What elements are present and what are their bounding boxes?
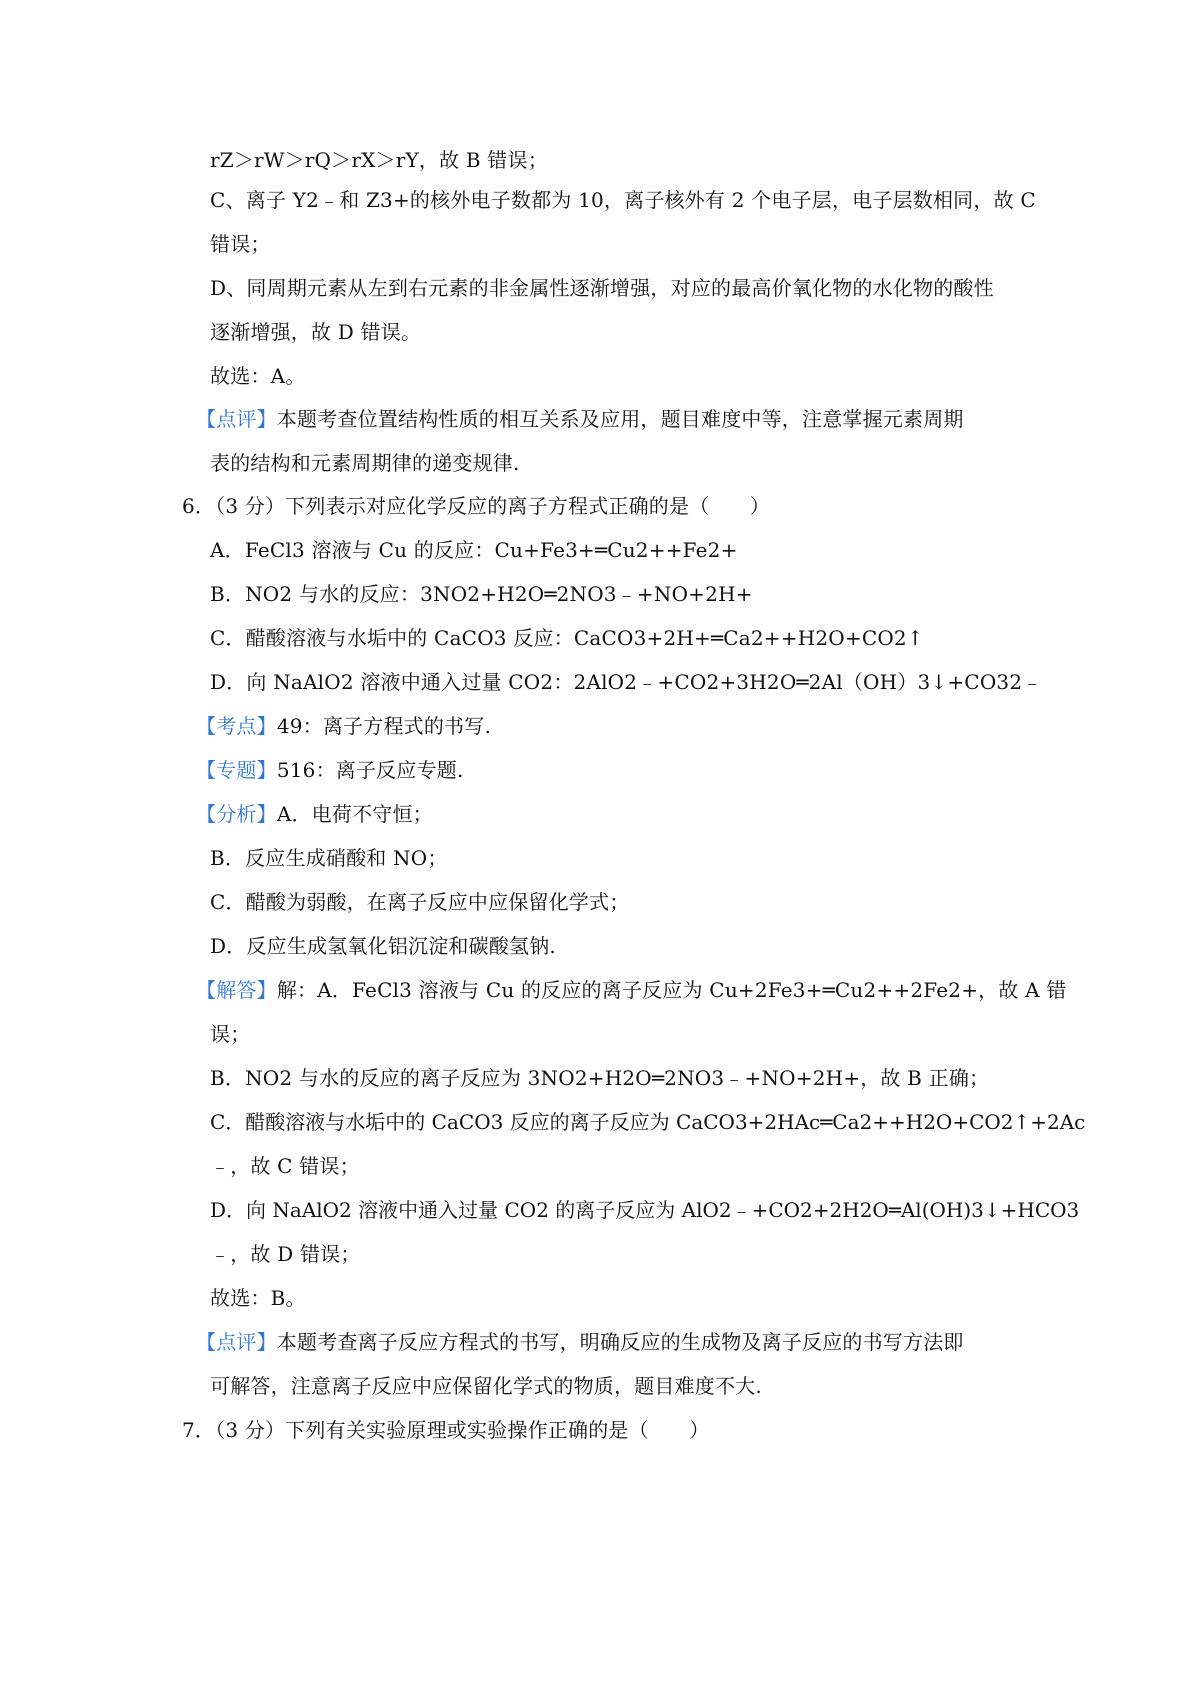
zhuanti-text: 516：离子反应专题. [276, 758, 464, 782]
jieda-tag: 【解答】 [196, 978, 277, 1002]
q6-review-line2: 可解答，注意离子反应中应保留化学式的物质，题目难度不大. [210, 1374, 762, 1398]
kaodian-text: 49：离子方程式的书写. [276, 714, 492, 738]
question-6-stem: 6．（3 分）下列表示对应化学反应的离子方程式正确的是（ ） [182, 494, 771, 518]
q6-jieda-d2: ﹣，故 D 错误； [210, 1242, 361, 1266]
q6-jieda [196, 976, 1067, 1004]
fenxi-tag: 【分析】 [196, 802, 277, 826]
q5-choice: 故选：A。 [210, 364, 306, 388]
question-7-stem: 7．（3 分）下列有关实验原理或实验操作正确的是（ ） [182, 1418, 710, 1442]
q6-option-a: A．FeCl3 溶液与 Cu 的反应：Cu+Fe3+═Cu2++Fe2+ [210, 538, 738, 562]
q5-option-d-line1: D、同周期元素从左到右元素的非金属性逐渐增强，对应的最高价氧化物的水化物的酸性 [210, 276, 994, 300]
q6-option-b: B．NO2 与水的反应：3NO2+H2O═2NO3﹣+NO+2H+ [210, 582, 753, 606]
q6-review-line1 [196, 1328, 964, 1356]
q5-option-c-line1: C、离子 Y2﹣和 Z3+的核外电子数都为 10，离子核外有 2 个电子层，电子层数相同，故 C [210, 188, 1036, 212]
q6-jieda-c2: ﹣，故 C 错误； [210, 1154, 360, 1178]
q5-review-line1 [196, 405, 964, 433]
q6-option-c: C．醋酸溶液与水垢中的 CaCO3 反应：CaCO3+2H+═Ca2++H2O+CO2↑ [210, 626, 924, 650]
fenxi-a: A．电荷不守恒； [276, 802, 433, 826]
q5-radius-order: rZ＞rW＞rQ＞rX＞rY，故 B 错误； [210, 148, 548, 172]
zhuanti-tag: 【专题】 [196, 758, 277, 782]
q5-option-d-line2: 逐渐增强，故 D 错误。 [210, 320, 422, 344]
kaodian-tag: 【考点】 [196, 714, 277, 738]
q6-jieda-d1: D．向 NaAlO2 溶液中通入过量 CO2 的离子反应为 AlO2﹣+CO2+2H2O═Al(OH)3↓+HCO3 [210, 1198, 1080, 1222]
q6-fenxi-d: D．反应生成氢氧化铝沉淀和碳酸氢钠. [210, 934, 556, 958]
q6-jieda-b: B．NO2 与水的反应的离子反应为 3NO2+H2O═2NO3﹣+NO+2H+，故 B 正确； [210, 1066, 990, 1090]
q6-choice: 故选：B。 [210, 1286, 306, 1310]
q6-fenxi-b: B．反应生成硝酸和 NO； [210, 846, 448, 870]
q6-jieda-c1: C．醋酸溶液与水垢中的 CaCO3 反应的离子反应为 CaCO3+2HAc═Ca2++H2O+CO2↑+2Ac [210, 1110, 1086, 1134]
review-text: 本题考查位置结构性质的相互关系及应用，题目难度中等，注意掌握元素周期 [276, 407, 964, 431]
q6-zhuanti [196, 756, 464, 784]
review-tag: 【点评】 [196, 1330, 277, 1354]
q6-fenxi-c: C．醋酸为弱酸，在离子反应中应保留化学式； [210, 890, 630, 914]
q6-jieda-a2: 误； [210, 1022, 251, 1046]
q5-option-c-line2: 错误； [210, 232, 271, 256]
q6-kaodian [196, 712, 491, 740]
q5-review-line2: 表的结构和元素周期律的递变规律. [210, 451, 520, 475]
q6-fenxi [196, 800, 433, 828]
review-tag: 【点评】 [196, 407, 277, 431]
jieda-a1: 解：A．FeCl3 溶液与 Cu 的反应的离子反应为 Cu+2Fe3+═Cu2++2Fe2+，故 A 错 [276, 978, 1067, 1002]
q6-option-d: D．向 NaAlO2 溶液中通入过量 CO2：2AlO2﹣+CO2+3H2O═2Al（OH）3↓+CO32﹣ [210, 670, 1043, 694]
review-text: 本题考查离子反应方程式的书写，明确反应的生成物及离子反应的书写方法即 [276, 1330, 964, 1354]
